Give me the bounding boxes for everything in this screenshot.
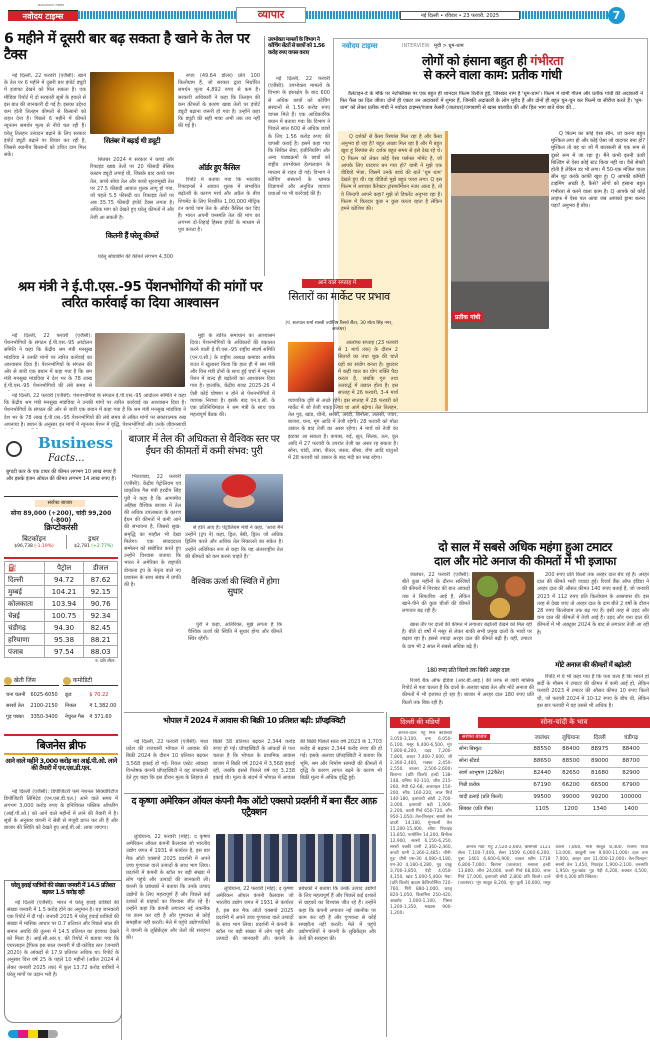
cell: 67190 — [528, 779, 557, 791]
header-cell: जालंधर — [528, 731, 557, 743]
crypto-bitcoin — [4, 535, 64, 549]
edible-oil-col3: रुपए (49.64 डॉलर) प्रति 100 किलोग्राम हैं, जो सरकार द्वारा निर्धारित समर्थन मूल्य 4,892 रुपए से कम है। सरकारी अधिकारी ने कहा कि तिलहन की कम कीमतों के कारण खाद्य तेलों पर इंपोर्ट ड्यूटी बढ़ाना जरूरी हो गया है। उन्होंने कहा कि ड्यूटी की सही मात्रा अभी तक तय नहीं की गई है। — [178, 73, 260, 130]
header-cell — [458, 731, 528, 743]
expo-group-photo — [216, 834, 376, 882]
crypto-ether — [66, 535, 120, 549]
table-row — [458, 743, 648, 755]
table-row — [63, 700, 120, 711]
cell: सोना बिस्कुट — [458, 743, 528, 755]
divider-red — [4, 734, 118, 736]
mandi-body: अनाज-दाल: गेहूं मिल क्वालिटी 3,050-3,100, चना 6,050-6,100, मसूर 6,400-6,500, मूंग 7,800-8,200, उड़द 7,200-7,800, अरहर 7,400-7,600, जौ 2,300-2,400, मक्का 2,450-2,550, बाजरा 2,500-2,600। किराना: (प्रति किलो) हल्दी 138-148, धनिया 92-110, जीरा 215-260, मेथी 62-68, अजवाइन 150-200, सौंफ 160-220, लाल मिर्च 140-180, इलायची छोटी 2,700-3,000, इलायची बड़ी 1,900-2,200, काली मिर्च 650-720, लौंग 950-1,050। तेल-तिलहन: सरसों तेल दादरी 14,100, मूंगफली तेल 15,200-15,400, सोया रिफाइंड 13,850, पामोलिन 14,200, बिनौला 12,900, सरसों 6,150-6,250, सरसों पक्की घानी 2,360-2,460, कच्ची घानी 2,360-2,485। चीनी-गुड़: चीनी एस-30 4,080-4,180, एम-30 4,180-4,280, गुड़ चाकू 3,700-3,850, पेड़ी 4,050-4,150, खांड 5,000-5,400। मेवा: (प्रति किलो) बादाम कैलिफोर्निया 720-760, गिरी 880-1,000, काजू 820-1,050, किशमिश 250-420, अखरोट 1,000-1,100, पिस्ता 1,200-1,350, मखाना 900-1,200। — [390, 731, 452, 916]
tomato-sub2: मोटे अनाज की कीमतों में बढ़ोतरी — [555, 661, 631, 669]
cell: 88400 — [614, 743, 648, 755]
cell: निकल — [65, 702, 77, 709]
cell: 88650 — [528, 755, 557, 767]
crypto-price: $2,781 — [74, 544, 90, 549]
cell: 2100-2150 — [30, 702, 58, 709]
interview-label: INTERVIEW — [402, 43, 430, 49]
cell: 88550 — [528, 743, 557, 755]
cell: 94.30 — [44, 622, 83, 634]
agri-icon — [4, 677, 12, 685]
cell: सोना स्टैंडर्ड — [458, 755, 528, 767]
cell: कोलकाता — [5, 598, 45, 610]
cell: 88975 — [585, 743, 614, 755]
cell: हरियाणा — [5, 634, 45, 646]
cell: 67900 — [614, 779, 648, 791]
edible-oil-col2b: घरेलू सोयाबीन की कीमतें लगभग 4,300 — [98, 254, 174, 260]
cell: चांदी ढलाई (प्रति किलो) — [458, 791, 528, 803]
table-row — [5, 574, 118, 586]
bhopal-body: नई दिल्ली, 22 फरवरी (एजैंसी): मध्य प्रदेश की राजधानी भोपाल में आवास की बिक्री 2024 के दौरान 10 प्रतिशत बढ़कर 3,568 इकाई हो गई। रियल एस्टेट आंकड़ा विश्लेषक कंपनी प्रॉपइक्विटी ने यह जानकारी देते हुए कहा कि इस दौरान मूल्य के लिहाज से बिक्री 38 प्रतिशत बढ़कर 2,344 करोड़ रुपए हो गई। प्रॉपइक्विटी के आंकड़ों से पता चलता है कि भोपाल के प्राथमिक आवास बाजार में बिक्री वर्ष 2024 में 3,568 इकाई रही, जबकि इससे पिछले वर्ष यह 3,238 इकाई थी। मूल्य के संदर्भ में भोपाल में आवास की बिक्री पिछले साल वर्ष 2023 के 1,703 करोड़ से बढ़कर 2,344 करोड़ रुपए की हो गई। इसके अलावा प्रॉपइक्विटी ने बताया कि भूमि, श्रम और निर्माण सामग्री की कीमतों में वृद्धि के कारण लागत बढ़ने के कारण भी बिक्री मूल्य में अधिक वृद्धि हुई। — [126, 739, 382, 782]
commodity-icon — [63, 677, 71, 685]
interview-intro: वैलेंटाइन-डे के मौके पर नेटफ्लिक्स पर एक बहुत ही शानदार फिल्म रिलीज हुई, जिसका नाम है 'धूम-धाम'। फिल्म में यामी गौतम और प्रतीक गांधी की अदाकारी ने फिर फैंस का दिल जीता। दोनों ही एक्टर उन अदाकारों में शुमार हैं, जिनकी अदाकारी के लोग मुरीद हैं और दोनों ही बहुत चुन-चुन कर फिल्में या सीरीज करते हैं। 'धूम-धाम' को लेकर प्रतीक गांधी ने नवोदय टाइम्स/पंजाब केसरी (जालंधर)/जगबाणी से खास बातचीत की और हिल भाग बातें शेयर कीं... — [340, 91, 643, 112]
cell: 92.34 — [84, 610, 118, 622]
divider — [124, 712, 384, 713]
bullion-label: सर्राफा बाजार — [459, 734, 490, 740]
facts-title: Business — [38, 434, 114, 452]
sarafa-label: सर्राफा बाजार — [35, 500, 85, 507]
facts-subtitle: Facts... — [48, 453, 85, 464]
cell: 88.03 — [84, 646, 118, 658]
cell: 99500 — [528, 791, 557, 803]
agri-title — [4, 676, 59, 686]
interview-headline — [340, 54, 645, 83]
masthead-stripe — [75, 11, 615, 19]
cell: 81680 — [585, 767, 614, 779]
tomato-headline — [402, 496, 648, 568]
pulses-photo — [472, 572, 534, 620]
cell: 103.94 — [44, 598, 83, 610]
tomato-headline-2: दाल और मोटे अनाज की कीमतों में भी इजाफा — [434, 553, 616, 568]
commodity-table — [63, 689, 120, 722]
cell: 82650 — [556, 767, 585, 779]
cell: क्रूड — [65, 691, 72, 698]
cell: 66200 — [556, 779, 585, 791]
table-note-row — [5, 658, 118, 665]
headline-part: लोगों को हंसाना बहुत ही — [422, 53, 531, 68]
cell: 1400 — [614, 803, 648, 815]
crypto-price: $96,738 — [14, 544, 33, 549]
logo[interactable]: नवोदय टाइम्स — [8, 10, 78, 21]
puri-col1: भितावाडा, 22 फरवरी (एजैंसी): केंद्रीय पेट्रोलियम एवं प्राकृतिक गैस मंत्री हरदीप सिंह पुरी ने कहा है कि आगामीय अहिंसा वैश्विक बाजार में तेल की अधिक उपलब्धता के कारण ईंधन की कीमतों में कमी आने की संभावना है, जिससे सुख-समृद्धि का माहौल भी देखा मिलेगा। एक संवाददाता सम्मेलन को संबोधित करते हुए उन्होंने विश्वास जताया कि भारत ने अमेरिका के राष्ट्रपति डोनाल्ड ट्रंप के नेतृत्व वाले नए प्रशासन के साथ संबंध में प्रगति की है। — [124, 474, 181, 589]
header-cell: पैट्रोल — [44, 562, 83, 574]
table-row — [4, 689, 61, 700]
cell: 6025-6050 — [30, 691, 58, 698]
cell: 99200 — [585, 791, 614, 803]
cell: गुड़ पक्का — [6, 713, 24, 720]
oil-photo — [90, 72, 174, 134]
color-registration-marks — [8, 1030, 58, 1038]
krishna-body: लुधियाना, 22 फरवरी (मोहं): द कृष्णा अमेरिकन ऑयल कंपनी कैलवास जो भारतीय उद्योग जगत में 1931 से कार्यरत है, इस बार मैक ऑटो एक्सपो 2025 प्रदर्शनी में अपने उच्च गुणवत्ता वाले उत्पादों के साथ भाग लिया। प्रदर्शनी में कंपनी के स्टॉल पर बड़ी संख्या में लोग पहुंचे और उत्पादों की जानकारी ली। कंपनी के प्रबंधकों ने बताया कि उनके उत्पाद उद्योगों के लिए महत्वपूर्ण हैं और पिछले कई दशकों से ग्राहकों का विश्वास जीत रहे हैं। उन्होंने कहा कि कंपनी लगातार नई तकनीक पर काम कर रही है और गुणवत्ता से कोई समझौता नहीं करती। मेले में पहुंचे उद्योगपतियों ने कंपनी के लुब्रिकेंट्स और तेलों की सराहना की। — [126, 834, 210, 941]
cell: पंजाब — [5, 646, 45, 658]
cell: 90.76 — [84, 598, 118, 610]
astro-byline: (पं. सतपाल शर्मा शास्त्री ज्योतिष रिसर्च सैंटर, 30 मोता सिंह नगर, जालंधर) — [285, 321, 393, 332]
subhead-domestic-prices: कितनी हैं घरेलू कीमतें — [105, 231, 159, 240]
cell: 89000 — [585, 755, 614, 767]
comm-title-text: कमोडिटी — [72, 677, 93, 684]
brief-headline: आने वाले महीने 3,000 करोड़ का आई.पी.ओ. लाने की तैयारी में एन.एस.डी.एल. — [5, 757, 117, 773]
cell: नेचुरल गैस — [65, 713, 85, 720]
header-cell: डीजल — [84, 562, 118, 574]
table-row — [5, 586, 118, 598]
interview-qa-left: Q दर्शकों से कैसा रिस्पांस मिल रहा है और कैसा अनुभव हो रहा है? बहुत अच्छा मिल रहा है और मैं बहुत खुश हूं रिस्पांस से। दर्शक बहुत समय से इसे देख रहे थे। Q फिल्म को लेकर कोई ऐसा पर्सनल मोमेंट है, जो आपके लिए यादगार बन गया हो? यामी ने मुझे एक वीडियो भेजा, जिसमें उनके बच्चे की बातें 'धूम धाम' देखते हुए थीं। वह वीडियो मुझे बहुत प्यारा लगा। Q इस फिल्म में आपका कैरेक्टर ट्रांसफॉर्मेशन नजर आता है, तो ये जिन्दगी आपने कहा? मुझे तो डिफरेंट अनुभव रहा है। फिल्म में किरदार कुछ न कुछ करता रहता है लेकिन हमने कोशिश की। — [338, 131, 448, 411]
divider — [386, 712, 387, 1037]
table-row — [4, 700, 61, 711]
cell: ₹ 371.60 — [89, 713, 112, 720]
cell: 66500 — [585, 779, 614, 791]
table-row — [5, 598, 118, 610]
interview-qa-right: Q फिल्म का कोई ऐसा सीन, जो करना बहुत मुश्किल लगा हो और कोई ऐसा जो यादगार बना हो? मुश्किल तो यह था जो मैं बालकनी से एक रूम से दूसरे रूम में जा रहा हूं। मैंने कभी इतनी ऊंची बिल्डिंग से ऐसा कोई स्टंट किया नहीं था। वैसे सेफ्टी होती है लेकिन डर भी लगा। मैं 50-एक मंजिल वाला सीन शूट करके काफी खुश हूं। Q आपकी कॉमेडी टाइमिंग अच्छी है, कैसे? लोगों को हंसाना बहुत गंभीरता से करने वाला काम है। Q आपके को कोई लाइफ में ऐसा पल आया जब आपको ड्रामा करना पड़ा? अनुभव है बोथ। — [551, 131, 645, 210]
astro-tag: आने वाले सप्ताह में — [302, 279, 372, 288]
krishna-body-2: लुधियाना, 22 फरवरी (मोहं): द कृष्णा अमेरिकन ऑयल कंपनी कैलवास जो भारतीय उद्योग जगत में 1931 से कार्यरत है, इस बार मैक ऑटो एक्सपो 2025 प्रदर्शनी में अपने उच्च गुणवत्ता वाले उत्पादों के साथ भाग लिया। प्रदर्शनी में कंपनी के स्टॉल पर बड़ी संख्या में लोग पहुंचे और उत्पादों की जानकारी ली। कंपनी के प्रबंधकों ने बताया कि उनके उत्पाद उद्योगों के लिए महत्वपूर्ण हैं और पिछले कई दशकों से ग्राहकों का विश्वास जीत रहे हैं। उन्होंने कहा कि कंपनी लगातार नई तकनीक पर काम कर रही है और गुणवत्ता से कोई समझौता नहीं करती। मेले में पहुंचे उद्योगपतियों ने कंपनी के लुब्रिकेंट्स और तेलों की सराहना की। — [216, 886, 376, 943]
dateline: नई दिल्ली • रविवार • 23 फरवरी, 2025 — [400, 11, 520, 20]
table-row — [4, 711, 61, 722]
krishna-headline: द कृष्णा अमेरिकन ऑयल कंपनी मैक ऑटो एक्सपो प्रदर्शनी में बना सैंटर आफ़ एट्रैक्शन — [131, 796, 377, 818]
page-number: 7 — [608, 7, 625, 24]
cell: 100000 — [614, 791, 648, 803]
tomato-sub1: 180 रुपए प्रति किलो तक बिकी अरहर दाल — [426, 667, 510, 674]
brain-icon — [6, 441, 22, 457]
air-headline: घरेलू हवाई यात्रियों की संख्या जनवरी में 14.5 प्रतिशत बढ़कर 1.5 करोड़ रही — [11, 882, 115, 896]
section-tab: व्यापार — [236, 7, 306, 23]
cell: 82.45 — [84, 622, 118, 634]
bullion-title: सोना-चांदी के भाव — [478, 717, 650, 728]
astro-graphic — [288, 342, 334, 392]
cell: 99000 — [556, 791, 585, 803]
astro-text: आलोच्य सप्ताह (23 फरवरी से 1 मार्च तक) के दौरान 2 सितारों का तथा शुक्र की चालें ग्रहों का संयोग बनता है। बुधवार में कहीं चाल का योग शक्ति पैदा करता है, जबकि गुरु तथा उत्तरार्द्ध में उछाल होता है। इस सप्ताह में 26 फरवरी, 3-4 मार्च व्यापारिक दृष्टि से अच्छे रहेंगे। इस सप्ताह में 28 फरवरी को मार्केट में जो तेजी पकड़ लिया था आगे बढ़ेगा। तेल तिलहन, तेल गुड़, खांड, चीनी, सरसों, अरंडी, बिनौला, अलसी, ज्वार, बाजरा, चना, मूंग आदि में तेजी रहेगी। 28 फरवरी को मोठा उछाल के बाद तेजी का असर रहेगा। 4 मार्च को तेजी का झटका आ सकता है। कपास, रुई, सूत, सिल्क, ऊन, वूल आदि में 27 फरवरी के उपरांत तेजी का असर रह सकता है। सोना, चांदी, तांबा, पीतल, जस्ता, सीसा, राँगा आदि धातुओं में 28 फरवरी को उछाल के बाद मंदी का रुख रहेगा। — [288, 340, 398, 462]
divider-red — [4, 557, 118, 559]
coaching-body: नई दिल्ली, 22 फरवरी (एजैंसी): उपभोक्ता मामलों के विभाग के हस्तक्षेप के बाद 600 से अधिक छात्रों को कोचिंग संस्थानों से 1.56 करोड़ रुपए वापस मिले हैं। एक आधिकारिक बयान में बताया गया कि विभाग ने पिछले साल 600 से अधिक छात्रों के लिए 1.56 करोड़ रुपए की वापसी कराई है। इसमें कहा गया कि सिविल सेवा, इंजीनियरिंग और अन्य पाठ्यक्रमों के छात्रों को राष्ट्रीय उपभोक्ता हेल्पलाइन के माध्यम से राहत दी गई। विभाग ने कोचिंग संस्थानों के भ्रामक विज्ञापनों और अनुचित व्यापार प्रथाओं पर भी कार्रवाई की है। — [268, 76, 330, 198]
crypto-change: (+2.77%) — [91, 544, 113, 549]
astro-headline: सितारों का मार्केट पर प्रभाव — [288, 290, 390, 303]
cell: गिन्नी प्रत्येक — [458, 779, 528, 791]
coaching-headline: उपभोक्ता मामलों के विभाग ने कोचिंग सेंटरों से छात्रों को 1.56 करोड़ रुपए वापस कराए — [268, 37, 325, 56]
cell: सिक्का (प्रति पीस) — [458, 803, 528, 815]
table-header — [5, 562, 118, 574]
table-row — [5, 622, 118, 634]
cell: 88400 — [556, 743, 585, 755]
cell: मुम्बई — [5, 586, 45, 598]
header-cell: लुधियाना — [556, 731, 585, 743]
table-header — [458, 731, 648, 743]
tomato-col1: जालंधर, 22 फरवरी (एजैंसी): बीते कुछ महीनों के दौरान सब्जियों की कीमतों में गिरावट की बात आंकड़ों तक ने सिफारिश आई है, लेकिन खाने-पीने की कुछ चीजों की कीमतें लगातार बढ़ रही हैं। — [402, 572, 470, 615]
divider — [4, 496, 118, 497]
cell: 92.15 — [84, 586, 118, 598]
air-travel-box — [4, 880, 122, 1023]
cell: सरसों तेल — [6, 702, 24, 709]
subhead-orders-cancelled: ऑर्डर हुए कैंसिल — [198, 163, 240, 172]
cell: 97.54 — [44, 646, 83, 658]
tomato-headline-1: दो साल में सबसे अधिक महंगा हुआ टमाटर — [438, 539, 612, 554]
tomato-col2b: रिपोर्ट में ये भी कहा गया है कि पता चला है कि भारते हो सर्दी के मौसम ने टमाटर की कीमत में कमी आई हो, लेकिन फरवरी 2023 में टमाटर की औसत कीमत 10 रुपए किलो थी, जो फरवरी 2024 में 10-12 रुपए के बीच थी, लेकिन इस बार फरवरी में यह उससे भी अधिक है। — [537, 674, 649, 709]
table-row — [458, 755, 648, 767]
pension-col1b: नई दिल्ली, 22 फरवरी (एजैंसी): पेंशनभोगियों के संगठन ई.पी.एस.-95 आंदोलन समिति ने कहा कि केंद्रीय श्रम मंत्री मनसुख मांडविया ने उनकी मांगों पर त्वरित कार्रवाई का आश्वासन दिया है। पेंशनभोगियों के संगठन की ओर से जारी एक बयान में कहा गया है कि श्रम मंत्री मनसुख मांडविया ने देश भर के 78 लाख ई.पी.एस.-95 पेंशनभोगियों की लंबे समय से लंबित मांगों पर सकारात्मक रुख अपनाया है। बयान के अनुसार इन मांगों में न्यूनतम पेंशन में वृद्धि, पेंशनभोगियों और उनके जीवनसाथी — [4, 393, 186, 428]
photo-caption: प्रतीक गांधी — [452, 312, 483, 322]
brief-body: नई दिल्ली (एजैंसी): डिपॉजिटरी फर्म नेशनल सिक्योरिटीज डिपॉजिटरी लिमिटेड (एन.एस.डी.एल.) आने वाले समय में लगभग 3,000 करोड़ रुपए के इनिशियल पब्लिक ऑफरिंग (आई.पी.ओ.) को आने वाले महीनों में लाने की तैयारी में है। सूत्रों के अनुसार कंपनी ने सेबी से मंजूरी प्राप्त कर ली है और बाजार की स्थिति को देखते हुए आई.पी.ओ. लाया जाएगा। — [4, 789, 118, 832]
cell: 94.72 — [44, 574, 83, 586]
agri-table — [4, 689, 61, 722]
masthead — [0, 0, 650, 24]
edible-oil-col1: नई दिल्ली, 22 फरवरी (एजैंसी): खाने के तेल पर 6 महीने में दूसरी बार इंपोर्ट ड्यूटी में इजाफा देखने को मिल सकता है। एक मीडिया रिपोर्ट में दो सरकारी सूत्रों के हवाले से इस बात की जानकारी दी गई है। इसका उद्देश्य कम होती तिलहन कीमतों से किसानों को राहत देना है। पिछले 6 महीने में कीमतें न्यूनतम समर्थन मूल्य से नीचे चल रही हैं। घरेलू तिलहन उत्पादन बढ़ाने के लिए सरकार इंपोर्ट ड्यूटी बढ़ाने पर विचार कर रही है, जिससे स्थानीय किसानों को उचित दाम मिल सकें। — [4, 73, 86, 159]
puri-col2: से होते आए हैं। पेट्रोलियम मंत्री ने कहा, 'आज मैंने उन्होंने (ट्रंप ने) कहा, ड्रिल, बेबी, ड्रिल। जो अधिक ड्रिलिंग करते और अधिक तेल निकालते का संकेत है। उन्होंने अतिरिक्त रूप से कहा कि यह अंतरराष्ट्रीय तेल की कीमतों को कम करना चाहते हैं।' — [185, 525, 283, 560]
brief-title: बिजनेस ब्रीफ — [4, 740, 118, 755]
cell: 3350-3400 — [30, 713, 58, 720]
cell: चेन्नई — [5, 610, 45, 622]
bullion-body: अनाज मंडी: गेहूं 2,520-2,600, बासमती 1121 सेला 7,100-7,400, सेला 1509 6,000-6,200, पूसा 1401 6,600-6,900, चावल स्टीम 1718 6,800-7,000। किराना (जालंधर): मसाला हल्दी 13,800, जीरा 24,000, काली मिर्च 68,000, लाल मिर्च 17,000, इलायची छोटी 2,800 प्रति किलो। दालें (जालंधर): मूंग साबुत 8,200, मूंग धुली 10,000, मसूर काली 7,800, माश साबुत 8,400, राजमा चित्रा 13,000, काबुली चना 9,000-11,000। दाल चना 7,000, अरहर दाल 11,000-12,000। तेल-तिलहन: सरसों तेल 1,450, रिफाइंड 1,900-2,100, वनस्पति 1,950। गुड़-खांड: गुड़ पेड़ी 4,200, शक्कर 4,500, चीनी 4,300 प्रति क्विंटल। — [458, 845, 648, 886]
sarafa-rates: सोना 89,000 (+200), चांदी 99,200 (-800) — [10, 510, 112, 524]
crypto-change: (-1.19%) — [34, 544, 54, 549]
cell: स्वर्ण आभूषण (22कैरेट) — [458, 767, 528, 779]
headline-highlight: गंभीरता — [530, 53, 563, 68]
puri-headline: बाजार में तेल की अधिकता से वैश्विक स्तर पर ईंधन की कीमतों में कमी संभव: पुरी — [128, 434, 280, 457]
pension-col2: मुद्दों के त्वरित समाधान का आश्वासन दिया। पेंशनभोगियों के अधिकारों की वकालत करने वाली ई.पी.एस.-95 राष्ट्रीय संघर्ष समिति (एन.ए.सी.) के राष्ट्रीय अध्यक्ष कमांडर अशोक राउत ने खुलासा किया कि हाल ही में श्रम मंत्री और वित्त मंत्री दोनों के साथ हुई चर्चा में न्यूनतम पेंशन में जल्द ही बढ़ोतरी का आश्वासन दिया गया है। हालांकि, केंद्रीय बजट 2025-26 में ऐसी कोई घोषणा न होने से पेंशनभोगियों में व्यापक निराशा है। इसके बाद एन.ए.सी. के एक प्रतिनिधिमंडल ने श्रम मंत्री के साथ एक महत्वपूर्ण बैठक की। — [190, 333, 275, 419]
table-row — [458, 791, 648, 803]
table-row — [458, 803, 648, 815]
cell: 95.38 — [44, 634, 83, 646]
table-row — [458, 767, 648, 779]
cell: 1200 — [556, 803, 585, 815]
pension-col1: नई दिल्ली, 22 फरवरी (एजैंसी): पेंशनभोगियों के संगठन ई.पी.एस.-95 आंदोलन समिति ने कहा कि केंद्रीय श्रम मंत्री मनसुख मांडविया ने उनकी मांगों पर त्वरित कार्रवाई का आश्वासन दिया है। पेंशनभोगियों के संगठन की ओर से जारी एक बयान में कहा गया है कि श्रम मंत्री मनसुख मांडविया ने देश भर के 78 लाख ई.पी.एस.-95 पेंशनभोगियों की लंबे समय से — [4, 333, 92, 390]
header-cell: चंडीगढ़ — [614, 731, 648, 743]
pratik-gandhi-photo — [451, 139, 549, 329]
facts-text: बुगाटी कार के एक टायर की कीमत लगभग 10 लाख रुपए है और इसके इंजन ऑयल की कीमत लगभग 14 लाख रुपए है। — [5, 469, 116, 482]
cell: 1340 — [585, 803, 614, 815]
tomato-col2: 200 रुपए प्रति किलो तक अरहर दाल बेच रहे हैं। अरहर दाल की कीमतें भारी ज्यादा हुई। रिजर्व बैंक ऑफ इंडिया ने अरहर दाल की औसत कीमत 140 रुपए बताई है, जो जनवरी 2023 में 112 रुपए प्रति किलोग्राम के आसपास थी। इस तरह से देखा जाए तो अरहर दाल के दाम बीते 2 वर्षों के दौरान 28 रुपए किलोग्राम तक बढ़ गए हैं। इसी तरह से उड़द और चना दाल की कीमतों में तेजी आई है। उड़द और चना दाल की कीमतों में भी अक्टूबर 2024 के बाद से लगातार तेजी आ रही है। — [537, 572, 649, 636]
table-row — [5, 646, 118, 658]
cell: 1105 — [528, 803, 557, 815]
crypto-price-row — [4, 544, 64, 549]
table-row — [63, 689, 120, 700]
mandi-title: दिल्ली की मंडियाँ — [390, 717, 450, 728]
interview-tag: मूवी > धूम-धाम — [434, 43, 464, 49]
table-row — [5, 610, 118, 622]
cell: 88500 — [556, 755, 585, 767]
cell: 82440 — [528, 767, 557, 779]
cell: चना चलनी — [6, 691, 26, 698]
divider — [264, 36, 265, 276]
cell: 82900 — [614, 767, 648, 779]
header-cell: दिल्ली — [585, 731, 614, 743]
interview-brand: नवोदय टाइम्स — [342, 42, 378, 50]
logo-small: NAVODAYA TIMES — [38, 3, 65, 7]
bhopal-headline: भोपाल में 2024 में आवास की बिक्री 10 प्रतिशत बढ़ी: प्रॉपइक्विटी — [163, 716, 345, 725]
tomato-col1c: रिजर्व बैंक ऑफ इंडिया (आर.बी.आई.) की तरफ से जारी मासिक रिपोर्ट से पता चलता है कि दालों के अलावा खाद्य तेल और मोटे अनाज की कीमतों में भी इजाफा हो रहा है। बाजार में अरहर दाल 180 रुपए प्रति किलो तक बिक रही है। — [402, 678, 534, 706]
comm-title — [63, 676, 118, 686]
edible-oil-col3b: रिपोर्ट में बताया गया कि भारतीय रिफाइनर्स ने आयात शुल्क में संभावित बढ़ोतरी के कारण मार्च और अप्रैल के बीच शिपमेंट के लिए निर्धारित 1,00,000 मीट्रिक टन कच्चे पाम तेल के ऑर्डर कैंसिल कर दिए हैं। भारत अपनी वनस्पति तेल की मांग का लगभग दो-तिहाई हिस्सा इंपोर्ट के माध्यम से पूरा करता है। — [178, 177, 260, 234]
crypto-name: इथर — [88, 535, 99, 543]
tomato-col1b: खास तौर पर दालों की कीमत में लगातार बढ़ोतरी देखने को मिल रही है। बीते दो वर्षों में मसूर से लेकर बाकी सभी प्रमुख दालों के भावों पर बढ़ाव रहा है। इससे ज्यादा अरहर दाल की कीमतें बढ़ी हैं। वहीं, टमाटर के दाम भी 2 साल में सबसे अधिक बढ़े हैं। — [402, 622, 532, 650]
edible-oil-headline: 6 महीने में दूसरी बार बढ़ सकता है खाने के तेल पर टैक्स — [4, 31, 250, 64]
table-row — [5, 634, 118, 646]
cell: 88700 — [614, 755, 648, 767]
crypto-name: बिटकॉइन — [22, 535, 46, 543]
cell: दिल्ली — [5, 574, 45, 586]
puri-subhead: वैश्विक ऊर्जा की स्थिति में होगा सुधार — [191, 577, 279, 597]
fuel-price-table — [4, 561, 118, 665]
cell: $ 70.22 — [89, 691, 109, 698]
crypto-price-row — [67, 544, 120, 549]
table-row — [63, 711, 120, 722]
fuel-note: रु. प्रति लीटर — [95, 658, 115, 664]
bullion-table — [458, 731, 648, 816]
pension-headline: श्रम मंत्री ने ई.पी.एस.-95 पेंशनभोगियों की मांगों पर त्वरित कार्रवाई का दिया आश्वासन — [17, 279, 263, 311]
cell: 104.21 — [44, 586, 83, 598]
cell: 87.62 — [84, 574, 118, 586]
headline-part: से करने वाला काम: प्रतीक गांधी — [423, 67, 562, 83]
air-body: नई दिल्ली (एजैंसी): भारत में घरेलू हवाई यात्रियों की संख्या जनवरी में 1.5 करोड़ होने का अनुमान है। यह जानकारी एक रिपोर्ट में दी गई। जनवरी 2025 में घरेलू हवाई यात्रियों की संख्या में मासिक आधार पर 0.7 प्रतिशत और पिछले साल की समान अवधि की तुलना में 14.5 प्रतिशत का इजाफा देखने को मिला है। आई.सी.आर.ए. की रिपोर्ट में बताया गया कि एयरलाइन ट्रैफिक इस साल जनवरी में प्री-कोविड स्तर (जनवरी 2020) के आंकड़ों से 17.9 प्रतिशत अधिक था। रिपोर्ट के अनुसार वित्त वर्ष 25 के पहले 10 महीनों (अप्रैल 2024 से लेकर जनवरी 2025 तक) में कुल 13.72 करोड़ यात्रियों ने घरेलू मार्गों पर उड़ान भरी है। — [7, 899, 119, 978]
table-row — [458, 779, 648, 791]
puri-col2b: पुरी ने कहा, अतिरिक्त, मुझे लगता है कि वैश्विक ऊर्जा की स्थिति में सुधार होगा और कीमतें स्थिर रहेंगी। — [188, 622, 282, 643]
cell: 100.75 — [44, 610, 83, 622]
crypto-title: क्रिप्टोकरंसी — [44, 523, 78, 532]
hardeep-puri-photo — [185, 474, 283, 522]
fuel-pump-icon: ⛽ — [5, 562, 45, 574]
divider — [124, 793, 384, 794]
currency-photo — [95, 333, 185, 387]
agri-title-text: खेती जिंस — [13, 677, 36, 684]
oil-photo-caption: सितंबर में बढ़ाई थी ड्यूटी — [103, 137, 161, 145]
cell: 88.21 — [84, 634, 118, 646]
astro-body — [288, 340, 398, 688]
cell: चंडीगढ़ — [5, 622, 45, 634]
edible-oil-col2: सितंबर 2024 में सरकार ने कच्चे और रिफाइंड खाद्य तेलों पर 20 फीसदी बेसिक कस्टम ड्यूटी लगाई थी, जिसके बाद कच्चे पाम तेल, कच्चे सोया तेल और कच्चे सूरजमुखी तेल पर 27.5 फीसदी आयात शुल्क लागू हो गया, जो पहले 5.5 फीसदी था। रिफाइंड तेलों पर अब 35.75 फीसदी इंपोर्ट टैक्स लगता है। अधिक मांग को देखते हुए घरेलू कीमतों में और तेजी आ सकती है। — [90, 157, 174, 221]
cell: ₹ 1,382.00 — [89, 702, 117, 709]
